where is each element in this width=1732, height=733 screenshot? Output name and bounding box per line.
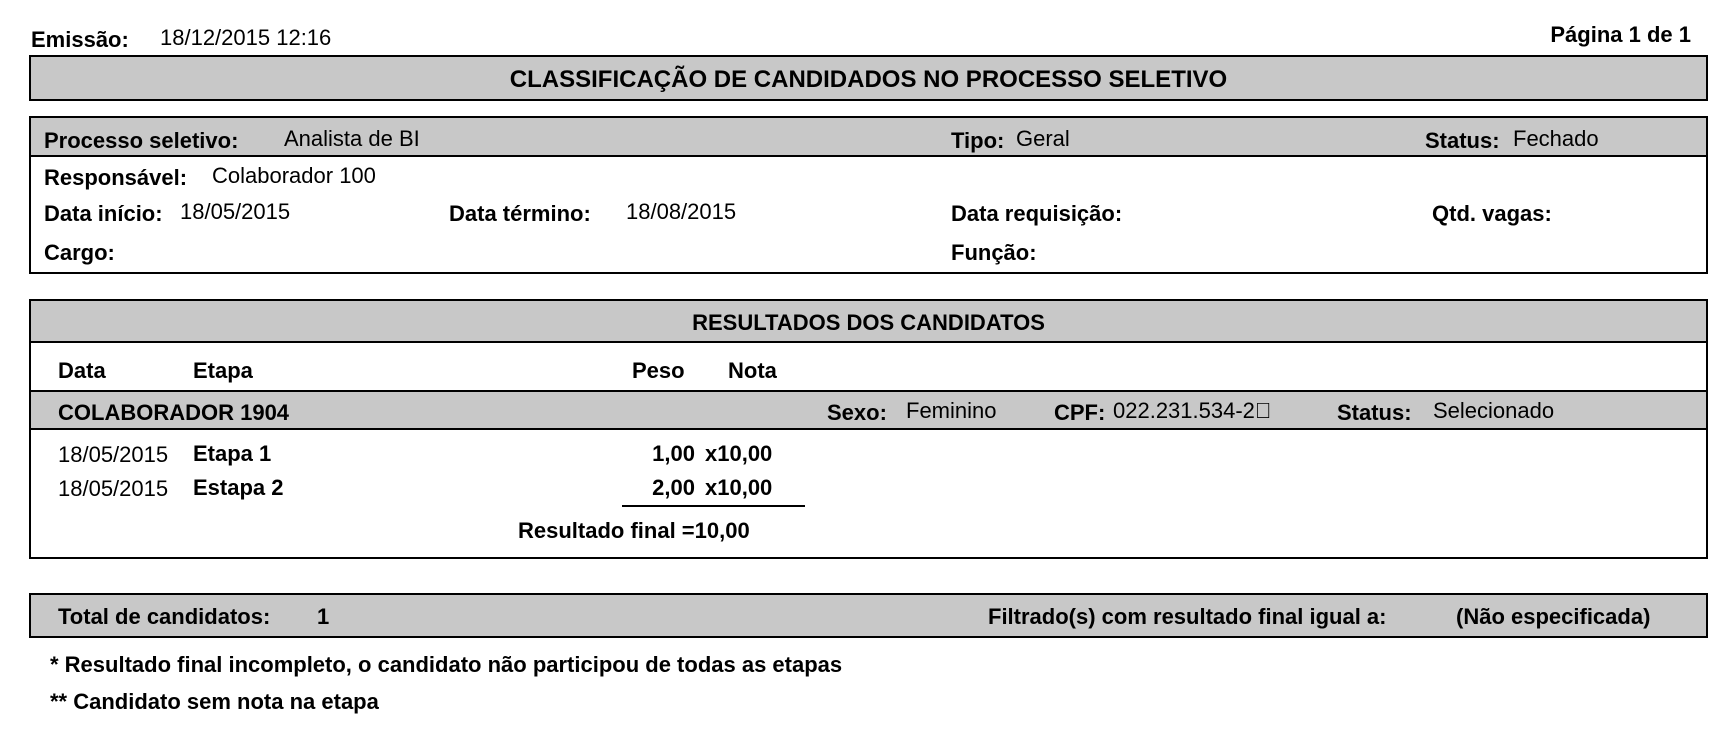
note-incompleto: * Resultado final incompleto, o candidato não participou de todas as etapas: [50, 652, 843, 677]
row-1-data: 18/05/2015: [58, 442, 169, 467]
emissao-label: Emissão:: [31, 27, 129, 52]
page-number: Página 1 de 1: [1550, 22, 1691, 47]
total-label: Total de candidatos:: [58, 604, 271, 629]
sexo-label: Sexo:: [827, 400, 887, 425]
cpf-value: 022.231.534-2 : [1113, 398, 1272, 423]
candidate-status-label: Status:: [1337, 400, 1412, 425]
status-value: Fechado: [1513, 126, 1599, 151]
col-data-header: Data: [58, 358, 106, 383]
resultados-box: [29, 299, 1708, 559]
responsavel-label: Responsável:: [44, 165, 188, 190]
data-termino-value: 18/08/2015: [626, 199, 737, 224]
total-value: 1: [317, 604, 330, 629]
row-1-etapa: Etapa 1: [193, 441, 272, 466]
row-1-nota: x10,00: [705, 441, 773, 466]
data-termino-label: Data término:: [449, 201, 591, 226]
status-label: Status:: [1425, 128, 1500, 153]
resultados-title: RESULTADOS DOS CANDIDATOS: [692, 310, 1045, 335]
row-2-data: 18/05/2015: [58, 476, 169, 501]
candidate-name: COLABORADOR 1904: [58, 400, 290, 425]
emissao-value: 18/12/2015 12:16: [160, 25, 332, 50]
tipo-label: Tipo:: [951, 128, 1005, 153]
cpf-label: CPF:: [1054, 400, 1106, 425]
col-etapa-header: Etapa: [193, 358, 253, 383]
qtd-vagas-label: Qtd. vagas:: [1432, 201, 1552, 226]
col-nota-header: Nota: [728, 358, 777, 383]
row-1-peso: 1,00: [652, 441, 695, 466]
cargo-label: Cargo:: [44, 240, 115, 265]
note-sem-nota: ** Candidato sem nota na etapa: [50, 689, 379, 714]
responsavel-value: Colaborador 100: [212, 163, 376, 188]
funcao-label: Função:: [951, 240, 1037, 265]
row-2-peso: 2,00: [652, 475, 695, 500]
data-inicio-value: 18/05/2015: [180, 199, 291, 224]
subtotal-divider: [622, 505, 805, 507]
row-2-etapa: Estapa 2: [193, 475, 284, 500]
document-title: CLASSIFICAÇÃO DE CANDIDADOS NO PROCESSO SELETIVO: [509, 66, 1228, 93]
filtro-value: (Não especificada): [1456, 604, 1651, 629]
document-title-bar: [29, 55, 1708, 101]
tipo-value: Geral: [1016, 126, 1070, 151]
candidate-status-value: Selecionado: [1433, 398, 1555, 423]
processo-value: Analista de BI: [284, 126, 420, 151]
data-requisicao-label: Data requisição:: [951, 201, 1123, 226]
data-inicio-label: Data início:: [44, 201, 163, 226]
col-peso-header: Peso: [632, 358, 685, 383]
resultado-final: Resultado final =10,00: [518, 518, 750, 543]
sexo-value: Feminino: [906, 398, 997, 423]
row-2-nota: x10,00: [705, 475, 773, 500]
filtro-label: Filtrado(s) com resultado final igual a:: [988, 604, 1387, 629]
processo-label: Processo seletivo:: [44, 128, 239, 153]
